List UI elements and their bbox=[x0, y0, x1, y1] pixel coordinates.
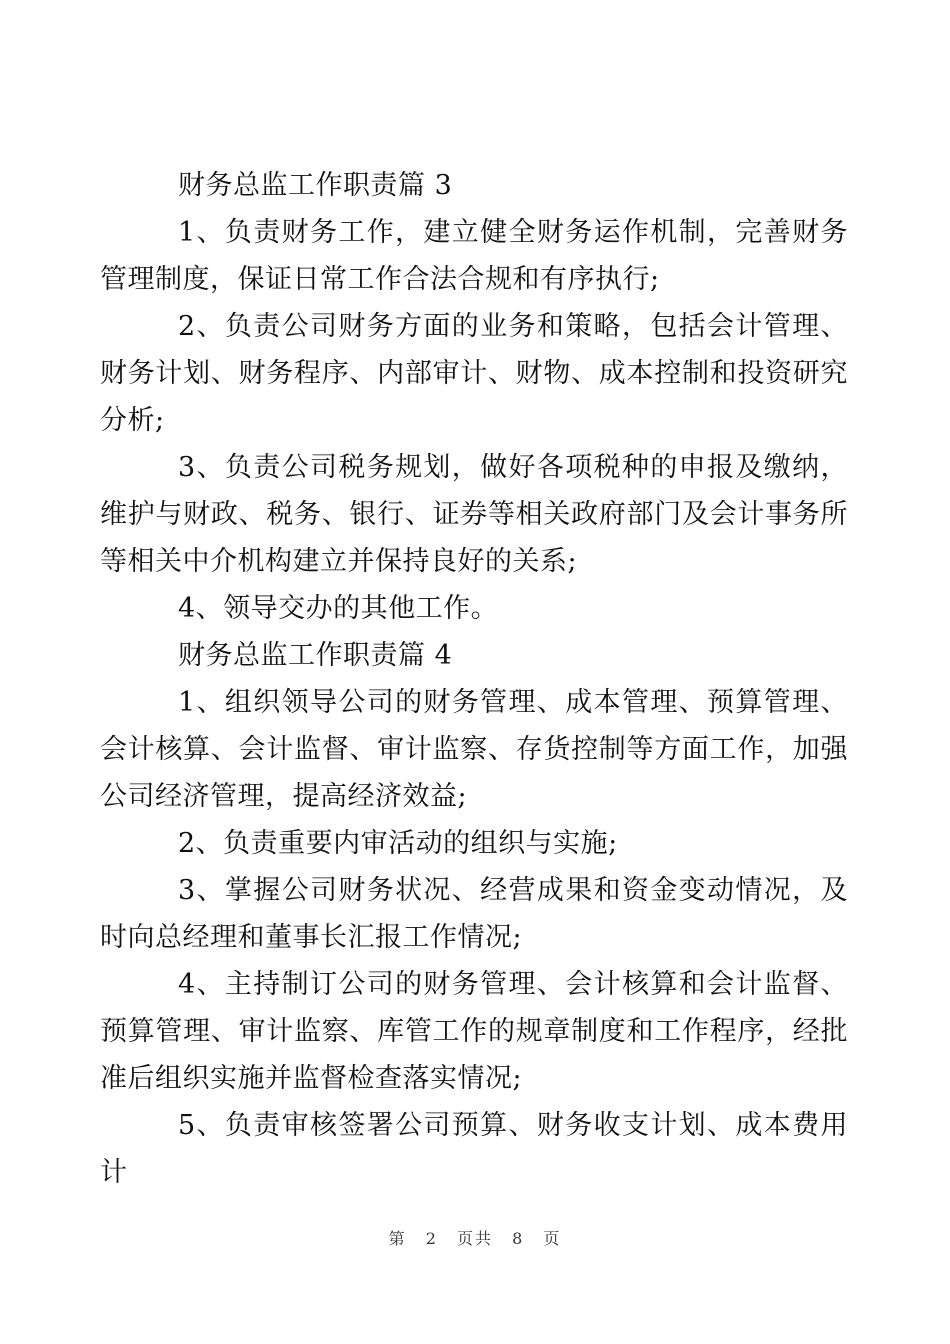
section-heading-3: 财务总监工作职责篇 3 bbox=[178, 170, 453, 201]
paragraph: 4、领导交办的其他工作。 bbox=[178, 593, 499, 624]
footer-prefix: 第 bbox=[388, 1229, 407, 1248]
paragraph: 1、负责财务工作，建立健全财务运作机制，完善财务管理制度，保证日常工作合法合规和有序执行; bbox=[100, 217, 848, 295]
page-footer bbox=[0, 1226, 950, 1249]
document-body bbox=[100, 162, 848, 1196]
footer-page-number: 2 bbox=[425, 1229, 438, 1248]
section-heading-4: 财务总监工作职责篇 4 bbox=[178, 640, 453, 671]
footer-total-pages: 8 bbox=[512, 1229, 525, 1248]
paragraph: 1、组织领导公司的财务管理、成本管理、预算管理、会计核算、会计监督、审计监察、存货控制等方面工作，加强公司经济管理，提高经济效益; bbox=[100, 687, 848, 812]
footer-suffix: 页 bbox=[543, 1229, 562, 1248]
paragraph: 3、掌握公司财务状况、经营成果和资金变动情况，及时向总经理和董事长汇报工作情况; bbox=[100, 875, 848, 953]
paragraph: 2、负责公司财务方面的业务和策略，包括会计管理、财务计划、财务程序、内部审计、财物、成本控制和投资研究分析; bbox=[100, 311, 848, 436]
paragraph: 2、负责重要内审活动的组织与实施; bbox=[178, 828, 618, 859]
paragraph: 3、负责公司税务规划，做好各项税种的申报及缴纳，维护与财政、税务、银行、证券等相关政府部门及会计事务所等相关中介机构建立并保持良好的关系; bbox=[100, 452, 848, 577]
footer-middle: 页共 bbox=[456, 1229, 493, 1248]
paragraph: 5、负责审核签署公司预算、财务收支计划、成本费用计 bbox=[100, 1110, 848, 1188]
paragraph: 4、主持制订公司的财务管理、会计核算和会计监督、预算管理、审计监察、库管工作的规章制度和工作程序，经批准后组织实施并监督检查落实情况; bbox=[100, 969, 848, 1094]
